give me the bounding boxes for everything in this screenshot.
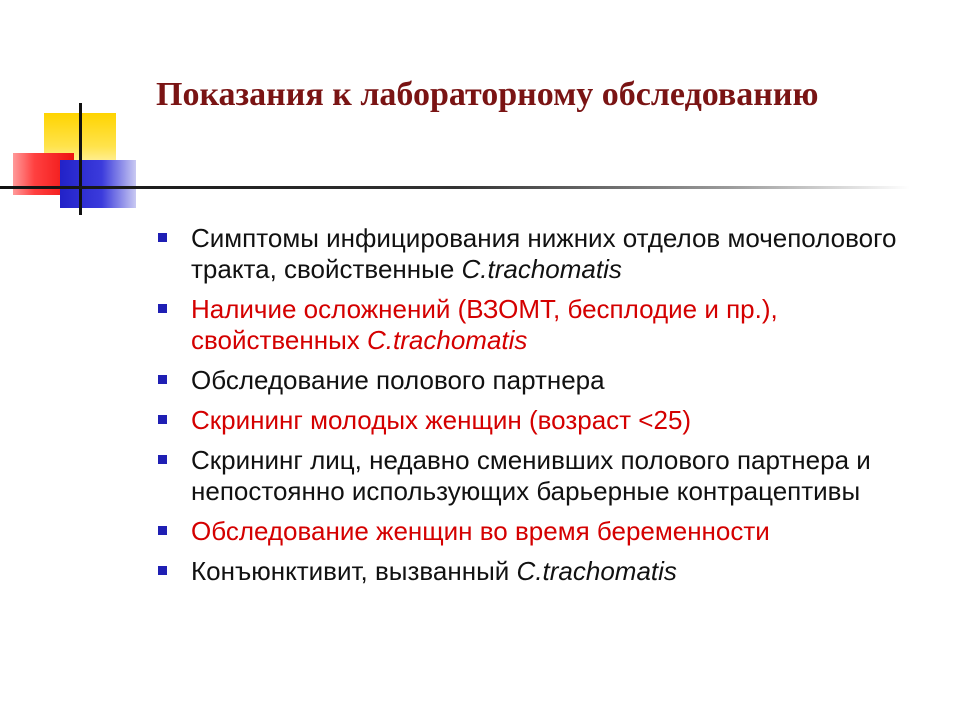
bullet-item-young-women-screening: [0, 405, 960, 436]
decor-blue-square: [60, 160, 136, 208]
square-bullet-icon: [158, 526, 167, 535]
bullet-item-symptoms: [0, 223, 960, 285]
pathogen-name: C.trachomatis: [367, 325, 528, 355]
square-bullet-icon: [158, 455, 167, 464]
bullet-text: Обследование полового партнера: [191, 365, 605, 395]
square-bullet-icon: [158, 375, 167, 384]
bullet-list: [0, 223, 960, 596]
bullet-item-partner: [0, 365, 960, 396]
title-underline: [0, 186, 910, 189]
square-bullet-icon: [158, 233, 167, 242]
bullet-item-pregnancy: [0, 516, 960, 547]
slide-title: Показания к лабораторному обследованию: [156, 76, 819, 113]
square-bullet-icon: [158, 415, 167, 424]
bullet-text: Наличие осложнений (ВЗОМТ, бесплодие и пр.), свойственных: [191, 294, 778, 355]
bullet-text: Скрининг молодых женщин (возраст <25): [191, 405, 692, 435]
bullet-item-new-partner-screening: [0, 445, 960, 507]
bullet-text: Обследование женщин во время беременности: [191, 516, 770, 546]
bullet-text: Скрининг лиц, недавно сменивших полового партнера и непостоянно использующих барьерные контрацептивы: [191, 445, 871, 506]
bullet-text: Конъюнктивит, вызванный: [191, 556, 517, 586]
pathogen-name: C.trachomatis: [516, 556, 677, 586]
square-bullet-icon: [158, 304, 167, 313]
bullet-text: Симптомы инфицирования нижних отделов мочеполового тракта, свойственные: [191, 223, 897, 284]
square-bullet-icon: [158, 566, 167, 575]
bullet-item-complications: [0, 294, 960, 356]
pathogen-name: C.trachomatis: [461, 254, 622, 284]
decor-vertical-line: [79, 103, 82, 215]
bullet-item-conjunctivitis: [0, 556, 960, 587]
